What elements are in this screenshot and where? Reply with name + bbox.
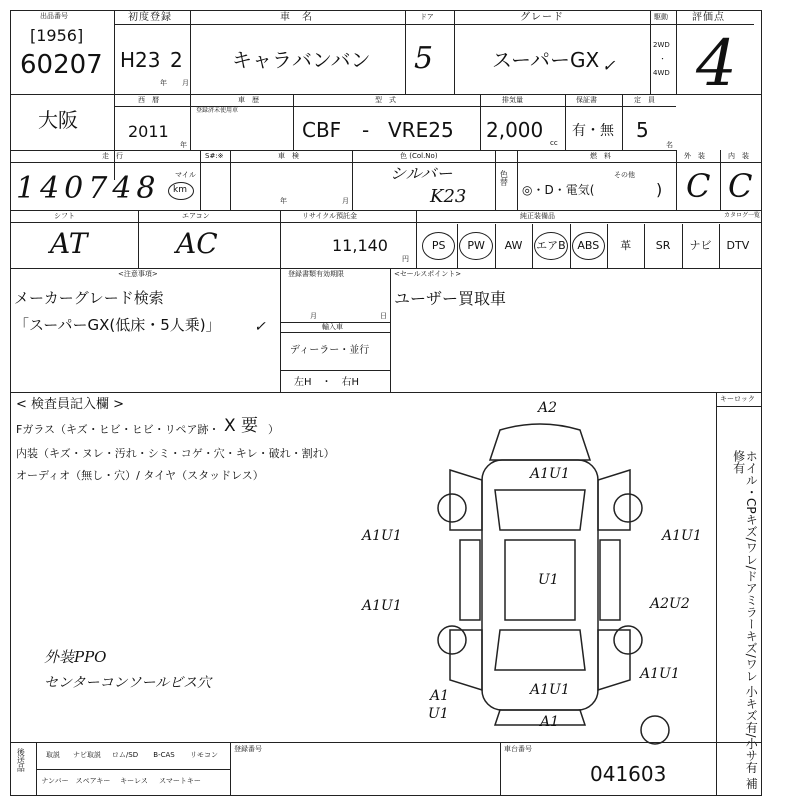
footer-item: 取説 [46,751,60,759]
score-label: 評価点 [692,12,725,23]
catalog-label: カタログ一覧 [724,212,761,219]
footer-mid-line [36,769,230,770]
equipment-item: AW [504,239,523,252]
inspector-line-1: Fガラス（キズ・ヒビ・ヒビ・リペア跡・ [16,423,220,436]
damage-mark: A1U1 [530,682,570,698]
footer-item: リモコン [190,751,218,759]
chassis-label: 車台番号 [504,745,532,753]
damage-mark: U1 [428,706,449,722]
damage-mark: A1U1 [362,598,402,614]
regdoc-month: 月 [310,312,317,320]
steering: 左H ・ 右H [294,377,360,388]
equipment-item: エアB [536,239,566,252]
western-label: 西 暦 [138,96,159,104]
footer-vline-3 [500,742,501,796]
chassis-number: 041603 [590,762,667,786]
doors-label: ドア [420,13,434,21]
sales-point: ユーザー買取車 [394,289,507,308]
yen-unit: 円 [402,255,409,263]
regdoc-day: 日 [380,312,387,320]
region: 大阪 [38,108,78,132]
equipment-item: 革 [620,239,632,252]
year-code: [1956] [30,26,84,45]
footer-item: キーレス [120,777,148,785]
sales-label: <セールスポイント> [394,270,462,278]
capacity: 5 [636,118,649,142]
history-label: 車 歴 [238,96,259,104]
recycle-label: リサイクル預託金 [302,212,358,220]
footer-item: スマートキー [159,777,201,785]
model-dash: - [362,118,370,142]
fuel-label: 燃 料 [590,152,611,160]
footer-vline-4 [716,742,717,796]
cc-unit: cc [550,139,558,147]
equipment-item: PS [431,239,446,252]
western-year: 2011 [128,122,169,141]
damage-mark: A1 [430,688,450,704]
damage-marks [10,10,762,796]
model-label: 型 式 [375,96,396,104]
inspector-line-2: 内装（キズ・ヌレ・汚れ・シミ・コゲ・穴・キレ・破れ・割れ） [16,447,335,460]
mileage: 140748 [16,171,161,206]
handwritten-note-1: 外装PPO [44,648,107,666]
shift-label: シフト [54,212,75,220]
footer-vline-2 [230,742,231,796]
warranty: 有・無 [572,123,614,139]
caution-line-2: 「スーパーGX(低床・5人乗)」 [14,316,221,334]
damage-mark: A1U1 [530,466,570,482]
damage-mark: A1U1 [362,528,402,544]
fuel-options: ◎・D・電気( [522,183,595,197]
fuel-close: ) [656,180,663,199]
damage-mark: A1 [540,714,560,730]
after-label: 後送品 [16,748,26,772]
equipment-circle [572,232,605,260]
footer-item: スペアキー [75,777,111,785]
replace-label: S#:※ [205,152,224,160]
damage-mark: A1U1 [662,528,702,544]
color-name: シルバー [390,164,453,183]
caution-line-1: メーカーグレード検索 [14,289,164,307]
capacity-suffix: 名 [666,141,673,149]
model-prefix: CBF [302,118,342,142]
shift-value: AT [50,227,88,260]
inspection-label: 車 検 [278,152,299,160]
interior-grade: C [728,167,753,205]
year-suffix-2: 年 [180,141,187,149]
inspection-year-suffix: 年 [280,197,287,205]
color-code: K23 [430,186,467,207]
km-unit: km [173,185,187,195]
ac-label: エアコン [182,212,210,220]
color-change: 色替 [499,170,509,186]
import-value: ディーラー・並行 [290,345,370,356]
handwritten-note-2: センターコンソールビス穴 [44,675,212,691]
first-reg-month: 2 [170,48,183,72]
fuel-other: その他 [614,171,635,179]
car-name-label: 車 名 [280,12,313,23]
inspector-line-1-mark: X 要 [224,416,259,436]
inspection-month-suffix: 月 [342,197,349,205]
warranty-label: 保証書 [576,96,597,104]
recycle-amount: 11,140 [332,236,388,255]
drive-label: 駆動 [654,13,668,21]
damage-mark: A1U1 [640,666,680,682]
lot-number: 60207 [20,50,103,80]
grade-label: グレード [520,12,564,23]
score-value: 4 [696,27,737,101]
drive-4wd: 4WD [653,69,670,77]
capacity-label: 定 員 [634,96,655,104]
equipment-item: ナビ [689,239,712,252]
equipment-item: PW [467,239,485,252]
regdoc-label: 登録書類有効期限 [288,270,344,278]
mile-unit: マイル [175,171,196,179]
damage-mark: A2 [538,400,558,416]
equipment-circle [459,232,492,260]
equipment-item: SR [655,239,671,252]
inspector-title: < 検査員記入欄 > [16,397,125,412]
caution-label: <注意事項> [118,270,158,278]
damage-mark: U1 [538,572,559,588]
caution-check: ✓ [254,319,266,335]
inspector-line-1-close: ） [268,423,279,436]
footer-item: B-CAS [153,751,175,759]
history-note: 登録済未使用車 [196,107,239,114]
equipment-item: ABS [577,239,600,252]
first-reg-label: 初度登録 [128,12,172,23]
keylock-label: キーロック [720,395,755,403]
equipment-circle [534,232,567,260]
car-name: キャラバンバン [232,48,371,72]
first-reg-year: H23 [120,48,161,72]
footer-item: ロム/SD [111,751,139,759]
exterior-label: 外 装 [684,152,705,160]
damage-mark: A2U2 [650,596,690,612]
lot-label: 出品番号 [40,12,68,20]
displacement-label: 排気量 [502,96,523,104]
inspector-line-3: オーディオ（無し・穴）/ タイヤ（スタッドレス） [16,469,264,482]
import-label: 輸入車 [322,323,343,331]
grade-value: スーパーGX [492,48,600,72]
grade-check: ✓ [602,56,616,75]
exterior-grade: C [686,167,711,205]
equipment-item: DTV [726,239,750,252]
doors-value: 5 [414,41,434,76]
interior-label: 内 装 [728,152,749,160]
year-suffix: 年 [160,79,167,87]
mileage-label: 走 行 [102,152,123,160]
right-vertical-text: ホイル・CPキズ/ワレ/ドアミラーキズ/ワレ 小キズ有/小サ有 補修有 [731,450,759,790]
footer-item: ナビ取説 [73,751,101,759]
drive-dot: ・ [659,55,666,63]
displacement: 2,000 [486,118,544,142]
ac-value: AC [176,227,218,260]
reg-no-label: 登録番号 [234,745,262,753]
equipment-label: 純正装備品 [520,212,555,220]
footer-divider [10,742,762,743]
auction-sheet [10,10,762,796]
drive-2wd: 2WD [653,41,670,49]
footer-item: ナンバー [41,777,69,785]
color-label: 色 (Col.No) [400,152,438,160]
month-suffix: 月 [182,79,189,87]
model-suffix: VRE25 [388,118,454,142]
